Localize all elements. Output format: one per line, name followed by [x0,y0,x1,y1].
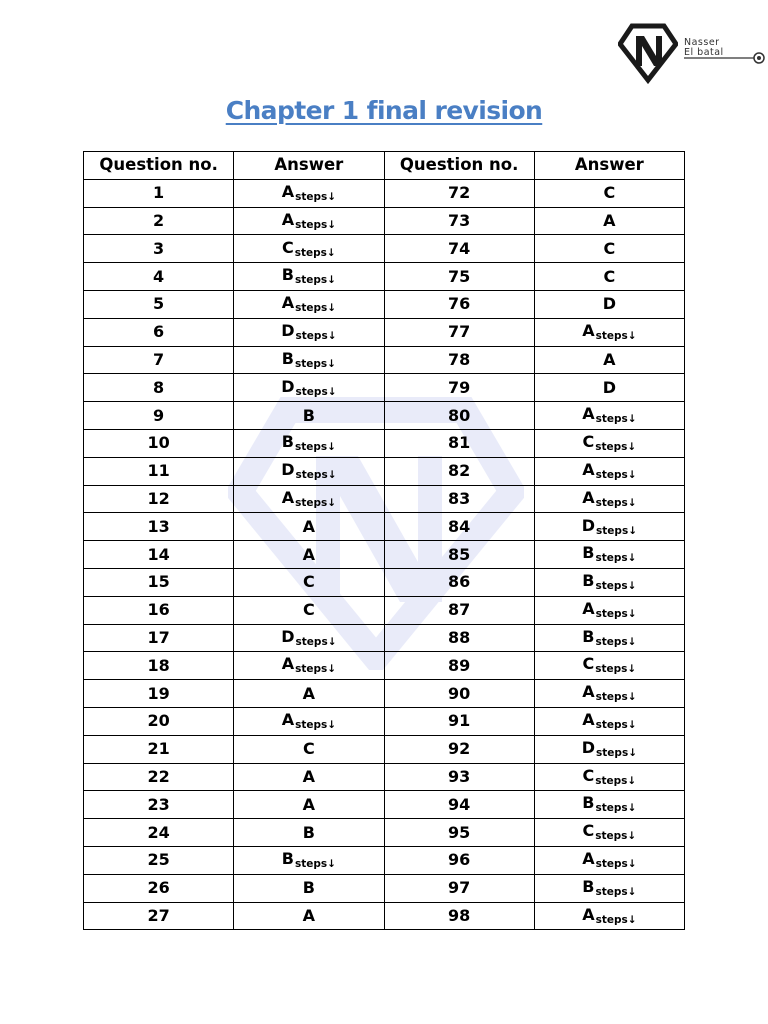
question-number-right: 80 [384,402,534,430]
question-number-right: 86 [384,568,534,596]
question-number-right: 88 [384,624,534,652]
table-row [84,680,685,708]
question-number-left: 19 [84,680,234,708]
diamond-logo-icon [618,20,678,86]
question-number-left: 2 [84,207,234,235]
header-answer-left: Answer [234,152,384,180]
answer-letter: C [582,432,595,452]
question-number-right: 72 [384,179,534,207]
answer-cell-left [234,457,384,485]
table-row [84,541,685,569]
answer-cell-right [534,568,684,596]
answer-letter: A [302,905,316,925]
answer-letter: B [582,543,595,563]
answer-letter: D [281,459,295,479]
answer-cell-right [534,402,684,430]
answer-letter: A [582,598,595,618]
question-number-left: 21 [84,735,234,763]
steps-link[interactable]: steps↓ [595,441,637,454]
steps-link[interactable]: steps↓ [595,607,637,620]
answer-letter: B [302,878,315,898]
answer-cell-left [234,763,384,791]
answer-letter: D [602,377,617,397]
answer-cell-left [234,902,384,930]
table-header-row [84,152,685,180]
answer-letter: C [603,266,616,286]
question-number-right: 96 [384,846,534,874]
answer-letter: A [302,544,316,564]
answer-letter: A [302,683,316,703]
answer-cell-right [534,179,684,207]
table-row [84,318,685,346]
answer-letter: B [281,265,294,285]
question-number-left: 18 [84,652,234,680]
answer-letter: D [281,320,295,340]
steps-link[interactable]: steps↓ [595,885,637,898]
page-title: Chapter 1 final revision [225,96,543,125]
question-number-right: 74 [384,235,534,263]
answer-cell-right [534,263,684,291]
answer-cell-right [534,874,684,902]
table-row [84,652,685,680]
answer-letter: A [582,487,595,507]
table-row [84,402,685,430]
question-number-right: 79 [384,374,534,402]
table-row [84,596,685,624]
question-number-right: 89 [384,652,534,680]
table-row [84,707,685,735]
answer-letter: B [582,571,595,591]
table-row [84,429,685,457]
steps-link[interactable]: steps↓ [595,802,637,815]
answer-cell-right [534,457,684,485]
answer-letter: C [582,765,595,785]
table-row [84,179,685,207]
steps-link[interactable]: steps↓ [294,246,336,259]
question-number-left: 20 [84,707,234,735]
answer-letter: A [281,209,295,229]
answer-letter: A [582,849,595,869]
question-number-right: 98 [384,902,534,930]
question-number-left: 10 [84,429,234,457]
question-number-right: 97 [384,874,534,902]
question-number-left: 3 [84,235,234,263]
answer-cell-left [234,207,384,235]
answer-letter: B [281,348,294,368]
answer-cell-left [234,263,384,291]
question-number-left: 23 [84,791,234,819]
steps-link[interactable]: steps↓ [595,663,637,676]
answer-cell-left [234,402,384,430]
answer-cell-right [534,541,684,569]
answer-cell-left [234,568,384,596]
answer-cell-right [534,707,684,735]
answer-letter: A [281,487,295,507]
answer-cell-left [234,735,384,763]
question-number-right: 90 [384,680,534,708]
header-question-no-right: Question no. [384,152,534,180]
answer-cell-right [534,819,684,847]
header-question-no-left: Question no. [84,152,234,180]
answer-cell-right [534,846,684,874]
answer-cell-left [234,596,384,624]
answer-letter: B [582,876,595,896]
question-number-right: 94 [384,791,534,819]
answer-cell-left [234,652,384,680]
answer-letter: B [302,822,315,842]
answer-cell-left [234,485,384,513]
answer-cell-right [534,374,684,402]
steps-link[interactable]: steps↓ [595,468,637,481]
steps-link[interactable]: steps↓ [595,719,637,732]
table-row [84,513,685,541]
question-number-left: 1 [84,179,234,207]
answer-cell-right [534,346,684,374]
answer-cell-right [534,680,684,708]
answer-letter: C [582,821,595,841]
question-number-right: 92 [384,735,534,763]
brand-name-line1: Nasser [684,37,720,48]
steps-link[interactable]: steps↓ [595,830,637,843]
answer-cell-left [234,374,384,402]
answer-cell-right [534,763,684,791]
steps-link[interactable]: steps↓ [295,385,337,398]
table-row [84,624,685,652]
answer-cell-left [234,707,384,735]
question-number-left: 16 [84,596,234,624]
brand-name-line2: El batal [684,47,724,58]
steps-link[interactable]: steps↓ [295,635,337,648]
answer-letter: A [582,904,595,924]
table-body [84,179,685,930]
question-number-left: 27 [84,902,234,930]
answer-cell-left [234,791,384,819]
table-row [84,263,685,291]
answer-cell-left [234,179,384,207]
brand-logo [618,20,766,88]
answer-cell-right [534,485,684,513]
steps-link[interactable]: steps↓ [595,413,637,426]
question-number-left: 7 [84,346,234,374]
answer-cell-right [534,596,684,624]
answer-letter: A [582,459,595,479]
answer-letter: B [582,626,595,646]
answer-letter: A [302,516,316,536]
answer-letter: B [281,849,294,869]
steps-link[interactable]: steps↓ [294,357,336,370]
answer-letter: B [582,793,595,813]
question-number-left: 12 [84,485,234,513]
answer-letter: A [603,349,616,369]
answer-letter: D [602,294,617,314]
steps-link[interactable]: steps↓ [595,552,637,565]
answer-cell-right [534,318,684,346]
table-row [84,374,685,402]
steps-link[interactable]: steps↓ [596,746,637,759]
steps-link[interactable]: steps↓ [295,329,337,342]
table-row [84,568,685,596]
answer-cell-right [534,235,684,263]
table-row [84,846,685,874]
question-number-right: 75 [384,263,534,291]
question-number-right: 73 [384,207,534,235]
table-row [84,346,685,374]
table-row [84,207,685,235]
answer-letter: A [582,404,595,424]
answer-letter: D [281,626,295,646]
answer-letter: C [603,238,616,258]
answer-cell-left [234,235,384,263]
answer-letter: A [302,766,316,786]
question-number-left: 24 [84,819,234,847]
answers-table [83,151,685,930]
question-number-left: 4 [84,263,234,291]
steps-link[interactable]: steps↓ [596,524,637,537]
table-row [84,290,685,318]
answer-letter: B [281,432,294,452]
answer-letter: D [581,737,596,757]
answer-cell-right [534,902,684,930]
table-row [84,457,685,485]
steps-link[interactable]: steps↓ [295,190,337,203]
steps-link[interactable]: steps↓ [595,329,637,342]
question-number-left: 26 [84,874,234,902]
table-row [84,763,685,791]
answer-letter: A [281,710,295,730]
answer-cell-left [234,290,384,318]
answer-letter: A [302,794,316,814]
question-number-right: 76 [384,290,534,318]
question-number-left: 22 [84,763,234,791]
question-number-left: 25 [84,846,234,874]
answer-letter: A [582,710,595,730]
table-row [84,791,685,819]
answer-cell-left [234,819,384,847]
answer-letter: A [281,293,295,313]
answer-cell-right [534,624,684,652]
question-number-right: 85 [384,541,534,569]
header-answer-right: Answer [534,152,684,180]
steps-link[interactable]: steps↓ [595,635,637,648]
steps-link[interactable]: steps↓ [295,468,337,481]
steps-link[interactable]: steps↓ [294,858,336,871]
answer-cell-left [234,624,384,652]
table-row [84,485,685,513]
answer-cell-left [234,346,384,374]
answer-letter: D [581,515,596,535]
question-number-left: 14 [84,541,234,569]
answer-letter: A [603,210,616,230]
answer-letter: A [582,682,595,702]
steps-link[interactable]: steps↓ [595,858,637,871]
question-number-left: 9 [84,402,234,430]
table-row [84,874,685,902]
answer-letter: C [603,183,616,203]
answer-letter: C [303,739,315,759]
steps-link[interactable]: steps↓ [294,274,336,287]
question-number-right: 83 [384,485,534,513]
answer-cell-right [534,513,684,541]
question-number-right: 91 [384,707,534,735]
answer-letter: C [303,572,315,592]
steps-link[interactable]: steps↓ [295,218,337,231]
steps-link[interactable]: steps↓ [595,496,637,509]
answer-cell-left [234,318,384,346]
steps-link[interactable]: steps↓ [294,441,336,454]
circuit-line-icon [684,50,766,66]
table-row [84,235,685,263]
steps-link[interactable]: steps↓ [595,913,637,926]
question-number-right: 82 [384,457,534,485]
question-number-left: 15 [84,568,234,596]
answer-cell-left [234,513,384,541]
steps-link[interactable]: steps↓ [595,580,637,593]
table-row [84,735,685,763]
answer-letter: C [282,237,294,257]
question-number-left: 6 [84,318,234,346]
answer-cell-left [234,846,384,874]
answer-cell-right [534,735,684,763]
answer-cell-right [534,207,684,235]
answer-cell-right [534,429,684,457]
answer-letter: A [281,654,295,674]
question-number-right: 95 [384,819,534,847]
question-number-right: 84 [384,513,534,541]
answer-letter: A [582,320,595,340]
answer-cell-left [234,680,384,708]
answer-letter: B [302,405,315,425]
question-number-left: 8 [84,374,234,402]
steps-link[interactable]: steps↓ [295,496,337,509]
answer-cell-left [234,429,384,457]
question-number-right: 78 [384,346,534,374]
answer-cell-left [234,541,384,569]
table-row [84,819,685,847]
answer-cell-right [534,290,684,318]
answer-letter: C [303,600,315,620]
question-number-left: 11 [84,457,234,485]
question-number-left: 5 [84,290,234,318]
steps-link[interactable]: steps↓ [295,663,337,676]
table-row [84,902,685,930]
question-number-right: 77 [384,318,534,346]
question-number-left: 17 [84,624,234,652]
answer-cell-left [234,874,384,902]
steps-link[interactable]: steps↓ [595,691,637,704]
answer-letter: D [281,376,295,396]
answer-cell-right [534,652,684,680]
steps-link[interactable]: steps↓ [295,302,337,315]
answer-cell-right [534,791,684,819]
steps-link[interactable]: steps↓ [295,719,337,732]
steps-link[interactable]: steps↓ [595,774,637,787]
question-number-right: 81 [384,429,534,457]
question-number-left: 13 [84,513,234,541]
answer-letter: A [281,181,295,201]
question-number-right: 93 [384,763,534,791]
answer-letter: C [582,654,595,674]
question-number-right: 87 [384,596,534,624]
